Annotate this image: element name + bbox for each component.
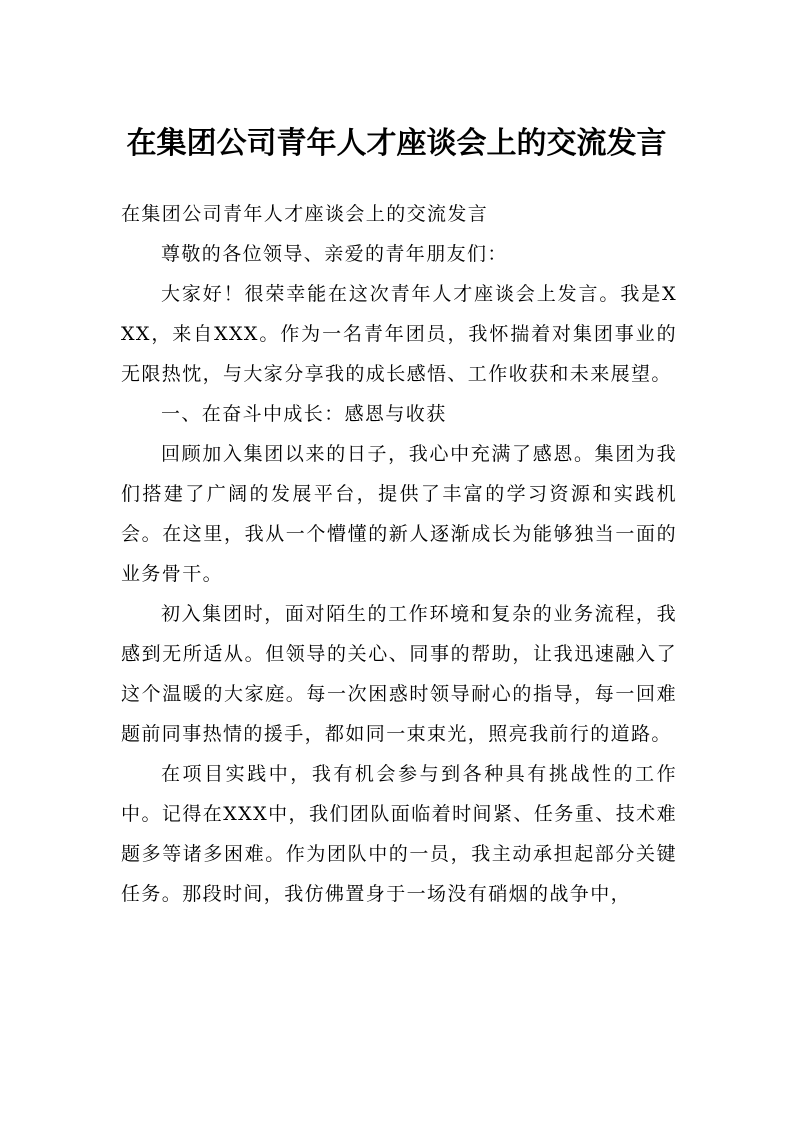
paragraph-salutation: 尊敬的各位领导、亲爱的青年朋友们： [161,243,508,265]
document-body [121,194,677,914]
document-title: 在集团公司青年人才座谈会上的交流发言 [126,126,667,161]
paragraph-subtitle: 在集团公司青年人才座谈会上的交流发言 [121,203,489,225]
section-heading-1: 一、在奋斗中成长：感恩与收获 [161,403,447,425]
paragraph-greeting: 大家好！很荣幸能在这次青年人才座谈会上发言。我是XXX，来自XXX。作为一名青年团员，我怀揣着对集团事业的无限热忱，与大家分享我的成长感悟、工作收获和未来展望。 [121,283,677,385]
paragraph-onboarding: 初入集团时，面对陌生的工作环境和复杂的业务流程，我感到无所适从。但领导的关心、同事的帮助，让我迅速融入了这个温暖的大家庭。每一次困惑时领导耐心的指导，每一回难题前同事热情的援手，都如同一束束光，照亮我前行的道路。 [121,603,677,745]
paragraph-project-practice: 在项目实践中，我有机会参与到各种具有挑战性的工作中。记得在XXX中，我们团队面临着时间紧、任务重、技术难题多等诸多困难。作为团队中的一员，我主动承担起部分关键任务。那段时间，我仿佛置身于一场没有硝烟的战争中， [121,763,677,905]
paragraph-gratitude: 回顾加入集团以来的日子，我心中充满了感恩。集团为我们搭建了广阔的发展平台，提供了丰富的学习资源和实践机会。在这里，我从一个懵懂的新人逐渐成长为能够独当一面的业务骨干。 [121,443,677,585]
